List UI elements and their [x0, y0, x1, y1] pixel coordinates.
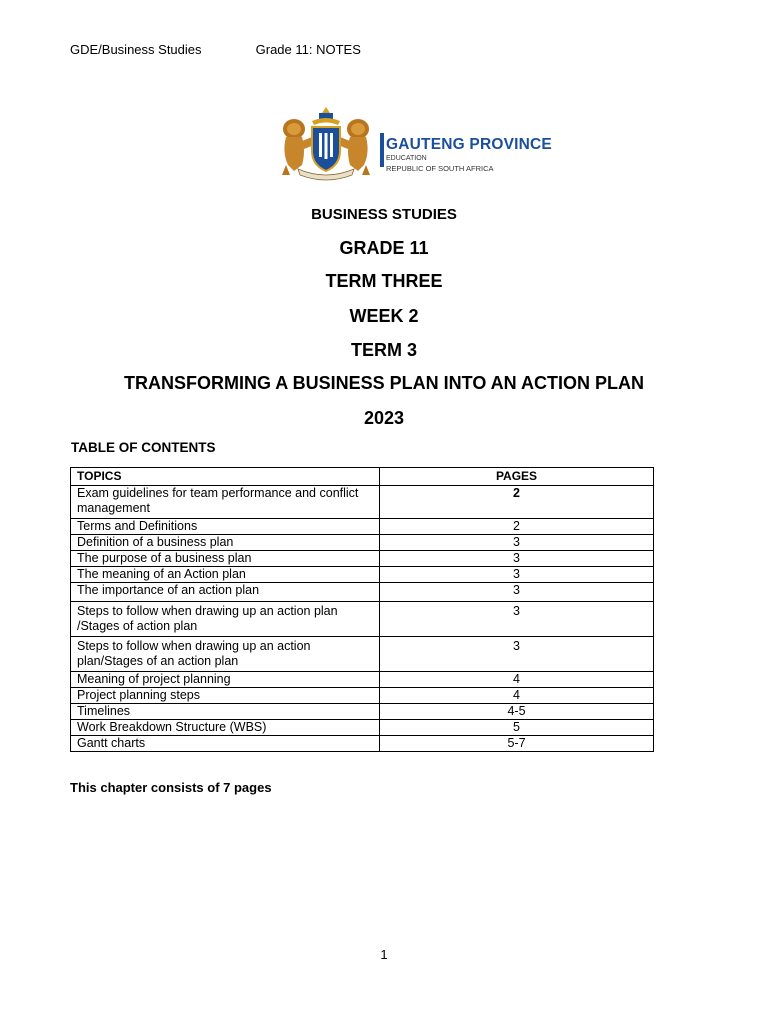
- toc-pages: 2: [380, 519, 654, 535]
- toc-topic: Steps to follow when drawing up an action plan/Stages of an action plan: [71, 637, 380, 672]
- left-lion-icon: [282, 119, 314, 175]
- toc-topic: Definition of a business plan: [71, 535, 380, 551]
- table-row: [71, 736, 654, 752]
- table-row: [71, 583, 654, 602]
- table-row: [71, 519, 654, 535]
- page-header: [70, 42, 361, 57]
- table-row: [71, 637, 654, 672]
- table-of-contents: [70, 467, 654, 752]
- toc-pages: 3: [380, 583, 654, 602]
- gauteng-logo: [272, 107, 556, 185]
- doc-subject: BUSINESS STUDIES: [311, 206, 457, 223]
- toc-topic: Meaning of project planning: [71, 672, 380, 688]
- toc-pages: 4-5: [380, 704, 654, 720]
- table-row: [71, 704, 654, 720]
- toc-topic: The purpose of a business plan: [71, 551, 380, 567]
- logo-country: REPUBLIC OF SOUTH AFRICA: [386, 164, 494, 173]
- doc-topic-title: TRANSFORMING A BUSINESS PLAN INTO AN ACTION PLAN: [123, 373, 644, 393]
- toc-topic: Work Breakdown Structure (WBS): [71, 720, 380, 736]
- toc-pages: 3: [380, 551, 654, 567]
- toc-topic: The meaning of an Action plan: [71, 567, 380, 583]
- toc-topic: Gantt charts: [71, 736, 380, 752]
- toc-topic: Steps to follow when drawing up an action plan /Stages of action plan: [71, 602, 380, 637]
- table-row: [71, 602, 654, 637]
- toc-title: TABLE OF CONTENTS: [71, 440, 216, 455]
- header-subject: GDE/Business Studies: [70, 42, 202, 57]
- right-lion-icon: [338, 119, 370, 175]
- chapter-length-note: This chapter consists of 7 pages: [70, 780, 272, 795]
- toc-topic: Project planning steps: [71, 688, 380, 704]
- toc-pages: 2: [380, 486, 654, 519]
- table-row: [71, 720, 654, 736]
- table-row: [71, 551, 654, 567]
- doc-term-word: TERM THREE: [325, 271, 443, 291]
- table-row: [71, 486, 654, 519]
- toc-pages: 4: [380, 688, 654, 704]
- doc-week: WEEK 2: [349, 306, 419, 326]
- page-number: 1: [380, 947, 388, 962]
- doc-grade: GRADE 11: [339, 238, 429, 258]
- toc-topic: Exam guidelines for team performance and conflict management: [71, 486, 380, 519]
- logo-department: EDUCATION: [386, 155, 427, 162]
- toc-pages: 3: [380, 637, 654, 672]
- toc-header-row: [71, 468, 654, 486]
- toc-topic: The importance of an action plan: [71, 583, 380, 602]
- toc-pages: 4: [380, 672, 654, 688]
- toc-pages: 5-7: [380, 736, 654, 752]
- toc-topic: Timelines: [71, 704, 380, 720]
- toc-header-topics: TOPICS: [71, 468, 380, 486]
- toc-pages: 3: [380, 602, 654, 637]
- toc-pages: 5: [380, 720, 654, 736]
- toc-topic: Terms and Definitions: [71, 519, 380, 535]
- doc-year: 2023: [363, 408, 405, 428]
- table-row: [71, 688, 654, 704]
- table-row: [71, 567, 654, 583]
- toc-header-pages: PAGES: [380, 468, 654, 486]
- table-row: [71, 672, 654, 688]
- toc-pages: 3: [380, 535, 654, 551]
- table-row: [71, 535, 654, 551]
- logo-name: GAUTENG PROVINCE: [386, 136, 552, 153]
- toc-pages: 3: [380, 567, 654, 583]
- doc-term-number: TERM 3: [350, 340, 417, 360]
- header-grade: Grade 11: NOTES: [255, 42, 361, 57]
